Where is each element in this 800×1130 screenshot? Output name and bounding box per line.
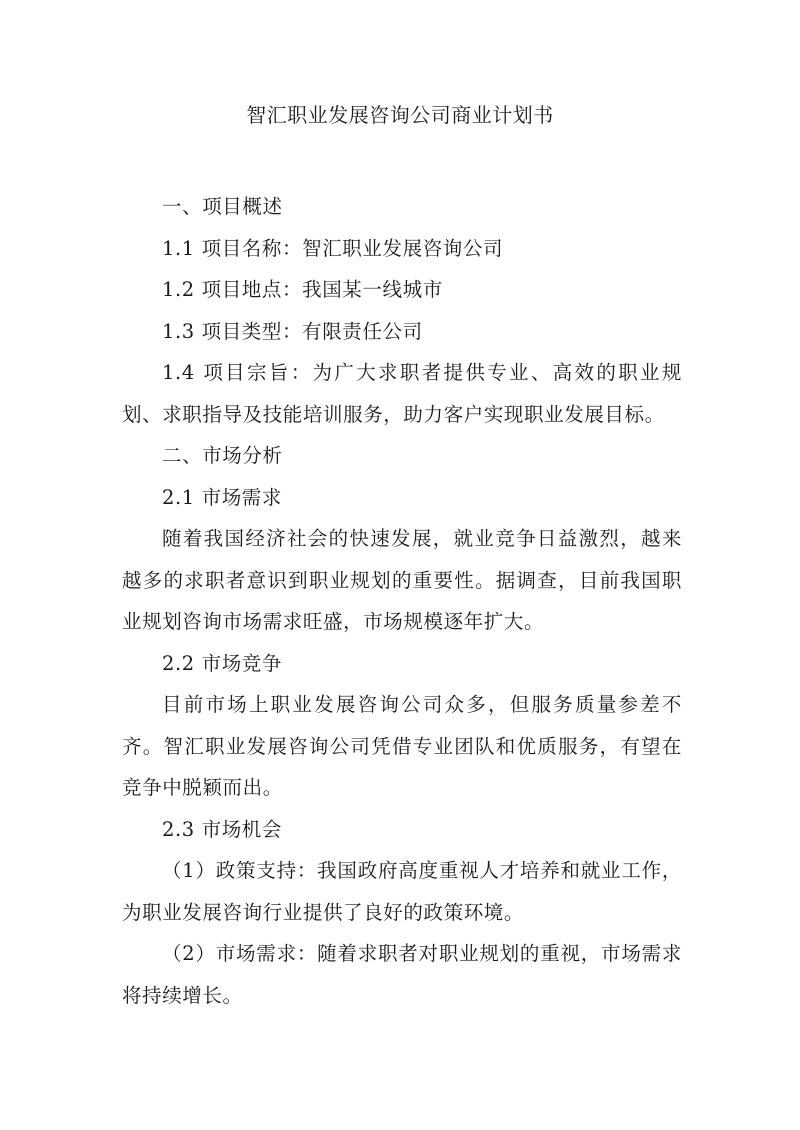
item-project-location: 1.2 项目地点：我国某一线城市 — [162, 278, 443, 301]
list-item-market-demand: （2）市场需求：随着求职者对职业规划的重视，市场需求将持续增长。 — [122, 942, 682, 1007]
list-item-policy-support: （1）政策支持：我国政府高度重视人才培养和就业工作，为职业发展咨询行业提供了良好的政策环境。 — [122, 859, 682, 924]
subheading-market-opportunity: 2.3 市场机会 — [162, 817, 283, 841]
subheading-market-demand: 2.1 市场需求 — [162, 485, 283, 509]
paragraph-market-competition: 目前市场上职业发展咨询公司众多，但服务质量参差不齐。智汇职业发展咨询公司凭借专业团队和优质服务，有望在竞争中脱颖而出。 — [122, 693, 682, 799]
paragraph-market-demand: 随着我国经济社会的快速发展，就业竞争日益激烈，越来越多的求职者意识到职业规划的重要性。据调查，目前我国职业规划咨询市场需求旺盛，市场规模逐年扩大。 — [122, 527, 682, 633]
section-heading-market: 二、市场分析 — [162, 444, 283, 467]
item-project-purpose: 1.4 项目宗旨：为广大求职者提供专业、高效的职业规划、求职指导及技能培训服务，助力客户实现职业发展目标。 — [122, 361, 682, 426]
item-project-type: 1.3 项目类型：有限责任公司 — [162, 319, 423, 343]
item-project-name: 1.1 项目名称：智汇职业发展咨询公司 — [162, 236, 504, 260]
subheading-market-competition: 2.2 市场竞争 — [162, 651, 283, 675]
document-body — [122, 186, 682, 1016]
document-title: 智汇职业发展咨询公司商业计划书 — [246, 103, 554, 127]
section-heading-overview: 一、项目概述 — [162, 195, 283, 218]
